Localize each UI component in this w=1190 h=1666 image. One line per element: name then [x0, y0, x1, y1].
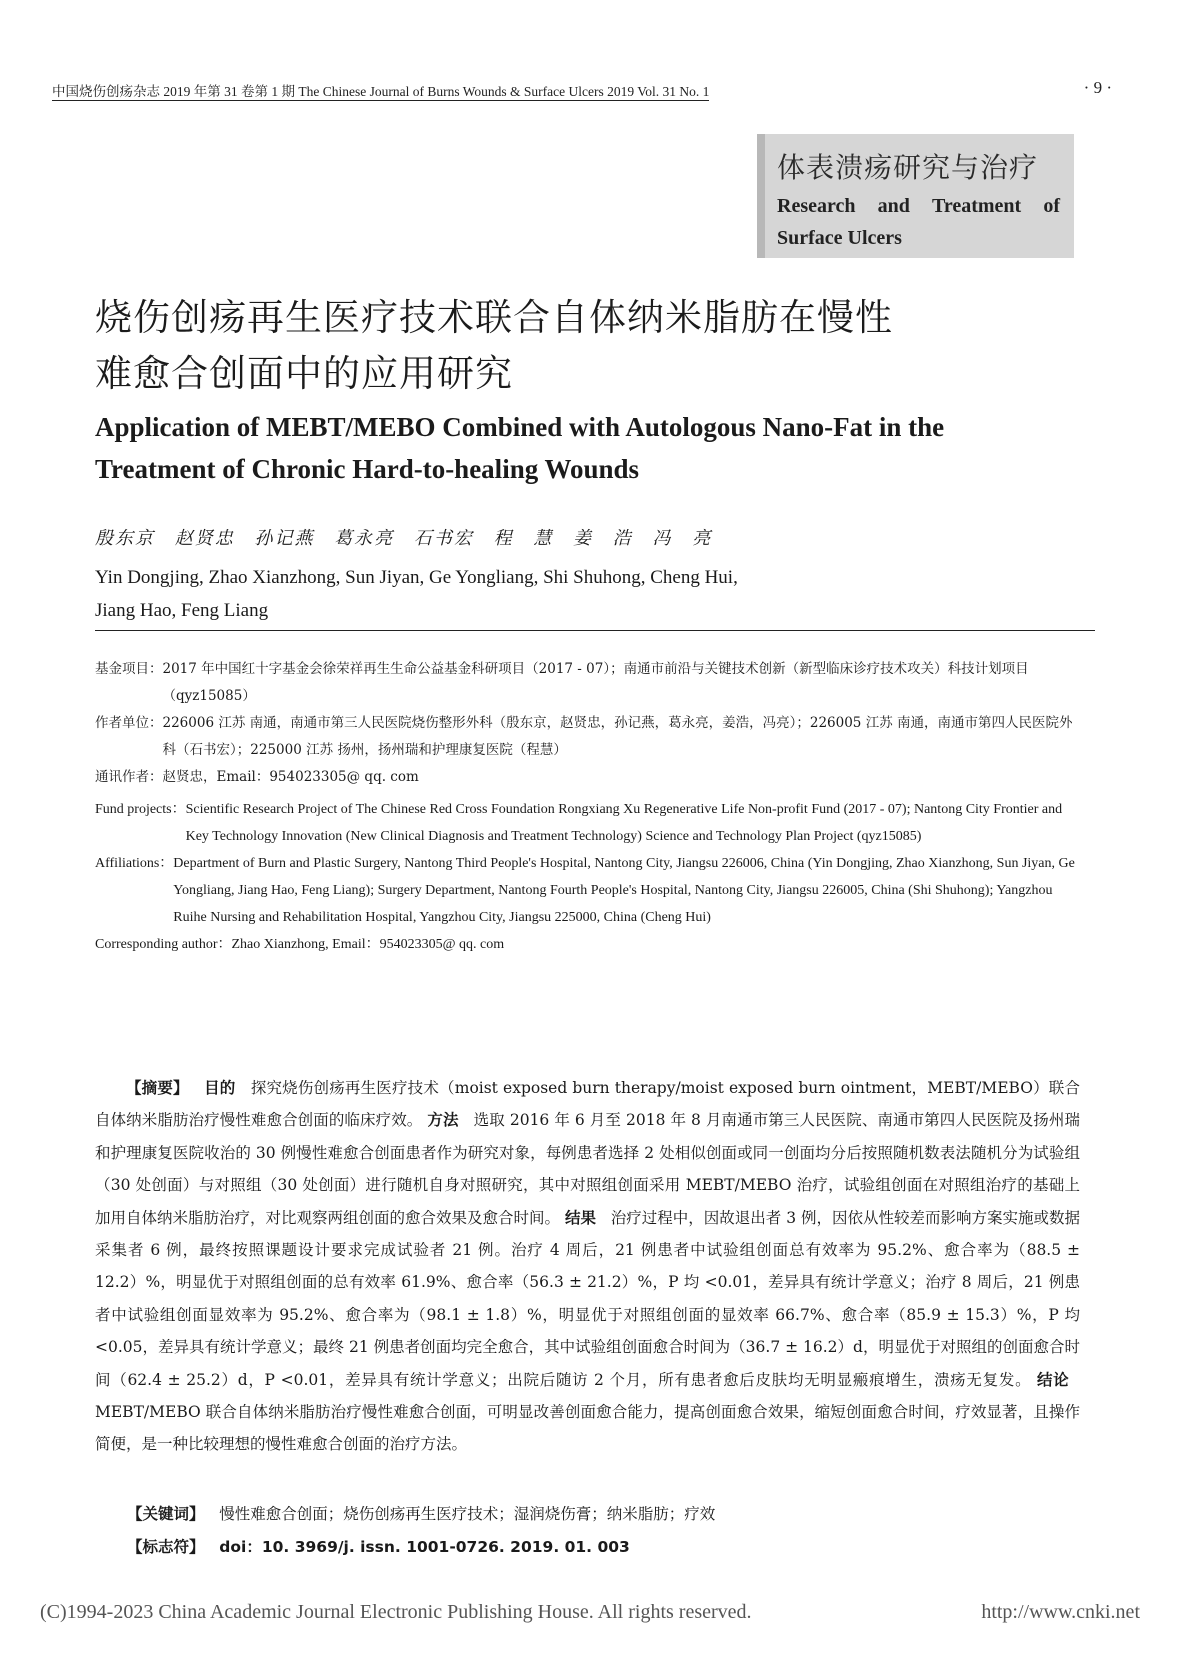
corresponding-en-row	[95, 931, 1075, 958]
affiliation-row	[95, 710, 1075, 764]
keywords	[127, 1502, 715, 1524]
affiliation-en-text: Department of Burn and Plastic Surgery, Nantong Third People's Hospital, Nantong City, Jiangsu 226006, China (Yin Dongjing, Zhao Xianzhong, Sun Jiyan, Ge Yongliang, Jiang Hao, Feng Liang); Surgery Department, Nantong Fourth People's Hospital, Nantong City, Jiangsu 226005, China (Shi Shuhong); Yangzhou Ruihe Nursing and Rehabilitation Hospital, Yangzhou City, Jiangsu 225000, China (Cheng Hui)	[173, 856, 1075, 925]
metadata-cn	[95, 656, 1075, 791]
title-en-line1: Application of MEBT/MEBO Combined with Autologous Nano-Fat in the	[95, 412, 945, 442]
result-text: 治疗过程中，因故退出者 3 例，因依从性较差而影响方案实施或数据采集者 6 例，最终按照课题设计要求完成试验者 21 例。治疗 4 周后，21 例患者中试验组创面总有效率为 95.2%、愈合率为（88.5 ± 12.2）%，明显优于对照组创面的总有效率 61.9%、愈合率（56.3 ± 21.2）%，P 均 <0.01，差异具有统计学意义；治疗 8 周后，21 例患者中试验组创面显效率为 95.2%、愈合率为（98.1 ± 1.8）%，明显优于对照组创面的显效率 66.7%、愈合率（85.9 ± 15.3）%，P 均 <0.05，差异具有统计学意义；最终 21 例患者创面均完全愈合，其中试验组创面愈合时间为（36.7 ± 16.2）d，明显优于对照组的创面愈合时间（62.4 ± 25.2）d，P <0.01，差异具有统计学意义；出院后随访 2 个月，所有患者愈后皮肤均无明显瘢痕增生，溃疡无复发。	[95, 1208, 1081, 1389]
divider	[95, 630, 1095, 631]
fund-text: 2017 年中国红十字基金会徐荣祥再生生命公益基金科研项目（2017 - 07）；南通市前沿与关键技术创新（新型临床诊疗技术攻关）科技计划项目（qyz15085）	[162, 661, 1029, 704]
column-word: Treatment	[931, 195, 1022, 217]
keywords-text: 慢性难愈合创面；烧伤创疡再生医疗技术；湿润烧伤膏；纳米脂肪；疗效	[219, 1505, 716, 1523]
corresponding-text: 赵贤忠，Email：954023305@ qq. com	[162, 769, 419, 785]
title-cn	[95, 290, 1055, 402]
method-text: 选取 2016 年 6 月至 2018 年 8 月南通市第三人民医院、南通市第四人民医院及扬州瑞和护理康复医院收治的 30 例慢性难愈合创面患者作为研究对象，每例患者选择 2 处相似创面或同一创面均分后按照随机数表法随机分为试验组（30 处创面）与对照组（30 处创面）进行随机自身对照研究，其中对照组创面采用 MEBT/MEBO 治疗，试验组创面在对照组治疗的基础上加用自体纳米脂肪治疗，对比观察两组创面的愈合效果及愈合时间。	[95, 1111, 1080, 1227]
title-cn-line1: 烧伤创疡再生医疗技术联合自体纳米脂肪在慢性	[95, 296, 893, 339]
column-title-cn: 体表溃疡研究与治疗	[777, 151, 1039, 184]
conclusion-label: 结论	[1036, 1370, 1070, 1389]
column-word: Research	[777, 195, 856, 217]
title-en-line2: Treatment of Chronic Hard-to-healing Wounds	[95, 454, 640, 484]
column-word: and	[877, 195, 910, 217]
column-banner	[757, 134, 1074, 258]
affiliation-label: 作者单位：	[95, 715, 163, 731]
metadata-en	[95, 796, 1075, 958]
method-label: 方法	[427, 1111, 459, 1130]
fund-en-row	[95, 796, 1075, 850]
doi	[127, 1535, 630, 1557]
column-title-en	[777, 190, 1060, 254]
authors-en	[95, 561, 895, 627]
copyright-footer	[40, 1601, 1140, 1624]
page-number: · 9 ·	[1083, 78, 1112, 97]
cnki-link[interactable]: http://www.cnki.net	[981, 1601, 1140, 1623]
purpose-label: 目的	[204, 1079, 236, 1097]
journal-header: 中国烧伤创疡杂志 2019 年第 31 卷第 1 期 The Chinese Journal of Burns Wounds & Surface Ulcers 2019 Vol. 31 No. 1	[52, 84, 710, 99]
affiliation-text: 226006 江苏 南通，南通市第三人民医院烧伤整形外科（殷东京，赵贤忠，孙记燕，葛永亮，姜浩，冯亮）；226005 江苏 南通，南通市第四人民医院外科（石书宏）；225000 江苏 扬州，扬州瑞和护理康复医院（程慧）	[162, 715, 1073, 758]
title-en	[95, 406, 1075, 490]
corresponding-en-text: Zhao Xianzhong, Email：954023305@ qq. com	[231, 937, 505, 952]
abstract-label: 【摘要】	[126, 1079, 189, 1097]
doi-text: doi：10. 3969/j. issn. 1001-0726. 2019. 01. 003	[219, 1538, 630, 1556]
corresponding-en-label: Corresponding author：	[95, 937, 232, 952]
corresponding-row	[95, 764, 1075, 791]
title-cn-line2: 难愈合创面中的应用研究	[95, 352, 513, 395]
copyright-text: (C)1994-2023 China Academic Journal Electronic Publishing House. All rights reserved.	[40, 1601, 752, 1623]
purpose-text: 探究烧伤创疡再生医疗技术（moist exposed burn therapy/moist exposed burn ointment，MEBT/MEBO）联合自体纳米脂肪治疗慢性难愈合创面的临床疗效。	[95, 1079, 1080, 1130]
abstract	[95, 1072, 1080, 1461]
fund-row	[95, 656, 1075, 710]
column-word: of	[1043, 195, 1060, 217]
result-label: 结果	[564, 1208, 596, 1227]
conclusion-text: MEBT/MEBO 联合自体纳米脂肪治疗慢性难愈合创面，可明显改善创面愈合能力，提高创面愈合效果，缩短创面愈合时间，疗效显著，且操作简便，是一种比较理想的慢性难愈合创面的治疗方法。	[95, 1403, 1080, 1454]
authors-en-line1: Yin Dongjing, Zhao Xianzhong, Sun Jiyan, Ge Yongliang, Shi Shuhong, Cheng Hui,	[95, 567, 738, 588]
affiliation-en-label: Affiliations：	[95, 856, 174, 871]
column-line2: Surface Ulcers	[777, 227, 902, 249]
fund-label: 基金项目：	[95, 661, 163, 677]
running-header	[52, 80, 1112, 100]
doi-label: 【标志符】	[127, 1538, 205, 1556]
fund-en-label: Fund projects：	[95, 802, 186, 817]
authors-en-line2: Jiang Hao, Feng Liang	[95, 600, 269, 621]
keywords-label: 【关键词】	[127, 1505, 205, 1523]
fund-en-text: Scientific Research Project of The Chinese Red Cross Foundation Rongxiang Xu Regenerative Life Non-profit Fund (2017 - 07); Nantong City Frontier and Key Technology Innovation (New Clinical Diagnosis and Treatment Technology) Science and Technology Plan Project (qyz15085)	[185, 802, 1063, 844]
corresponding-label: 通讯作者：	[95, 769, 163, 785]
authors-cn: 殷东京 赵贤忠 孙记燕 葛永亮 石书宏 程 慧 姜 浩 冯 亮	[95, 528, 713, 549]
affiliation-en-row	[95, 850, 1075, 931]
